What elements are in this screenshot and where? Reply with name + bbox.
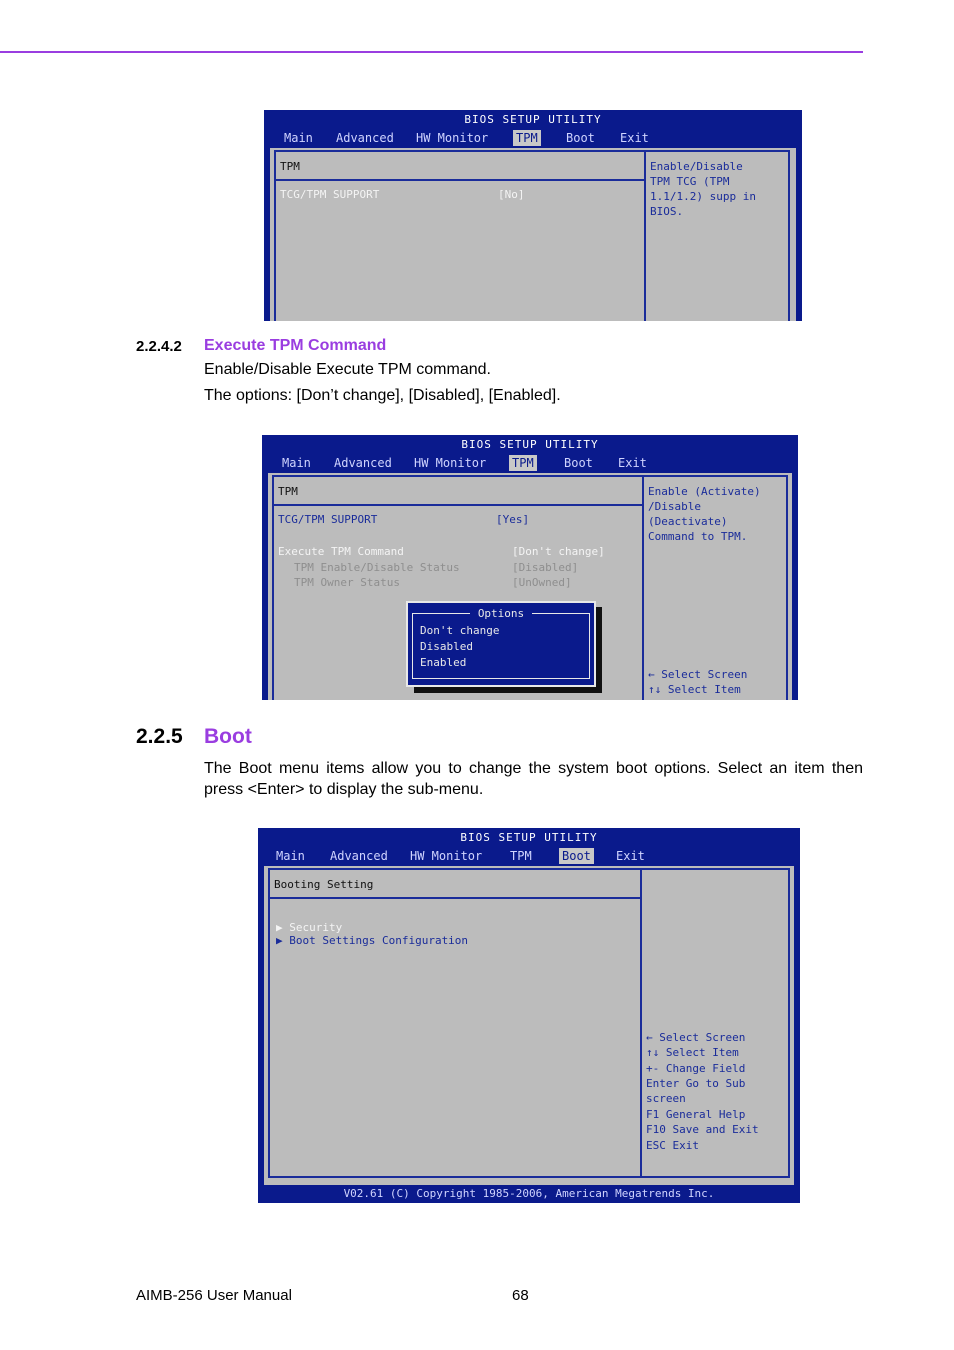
key-hint: +- Change Field — [646, 1062, 746, 1075]
option-enabled[interactable]: Enabled — [420, 656, 467, 669]
setting-tpm-owner-status-value: [UnOwned] — [512, 576, 572, 589]
help-panel — [642, 475, 788, 700]
bios-header — [264, 110, 802, 148]
options-popup-title: Options — [470, 607, 532, 620]
key-hint: Enter Go to Sub — [646, 1077, 746, 1090]
menu-item-security[interactable]: ▶ Security — [276, 921, 343, 934]
header-rule — [0, 51, 863, 53]
help-line: 1.1/1.2) supp in — [650, 190, 756, 203]
bios-header — [262, 435, 798, 473]
footer-page-number: 68 — [512, 1287, 529, 1304]
body-text: Enable/Disable Execute TPM command. — [204, 361, 491, 378]
tab-tpm[interactable]: TPM — [509, 455, 537, 471]
help-panel — [644, 150, 790, 321]
help-line: Command to TPM. — [648, 530, 748, 543]
help-line: BIOS. — [650, 205, 684, 218]
help-line: Enable/Disable — [650, 160, 743, 173]
footer-manual-title: AIMB-256 User Manual — [136, 1287, 292, 1304]
tab-advanced[interactable]: Advanced — [330, 849, 388, 863]
help-line: TPM TCG (TPM — [650, 175, 730, 188]
body-text: The options: [Don’t change], [Disabled], [Enabled]. — [204, 387, 561, 404]
key-hint: screen — [646, 1092, 686, 1105]
bios-title: BIOS SETUP UTILITY — [460, 831, 598, 844]
setting-execute-tpm-command-value[interactable]: [Don't change] — [512, 545, 605, 558]
key-hint: ← Select Screen — [648, 668, 748, 681]
setting-tpm-enable-status: TPM Enable/Disable Status — [294, 561, 460, 574]
setting-tpm-owner-status: TPM Owner Status — [294, 576, 400, 589]
setting-tpm-enable-status-value: [Disabled] — [512, 561, 579, 574]
key-hint: ↑↓ Select Item — [646, 1046, 739, 1059]
tab-boot[interactable]: Boot — [566, 131, 595, 145]
key-hint: F10 Save and Exit — [646, 1123, 759, 1136]
bios-header — [258, 828, 800, 866]
bios-title: BIOS SETUP UTILITY — [464, 113, 602, 126]
section-title: TPM — [280, 160, 300, 173]
tab-hw-monitor[interactable]: HW Monitor — [416, 131, 489, 145]
tab-exit[interactable]: Exit — [618, 456, 647, 470]
tab-hw-monitor[interactable]: HW Monitor — [414, 456, 487, 470]
setting-tcg-tpm-support-value[interactable]: [No] — [498, 188, 525, 201]
tab-advanced[interactable]: Advanced — [334, 456, 392, 470]
menu-item-boot-settings-configuration[interactable]: ▶ Boot Settings Configuration — [276, 934, 469, 947]
option-dont-change[interactable]: Don't change — [420, 624, 500, 637]
help-line: /Disable — [648, 500, 701, 513]
bios-screenshot-tpm-2 — [262, 435, 798, 700]
key-hint: ESC Exit — [646, 1139, 699, 1152]
bios-title: BIOS SETUP UTILITY — [461, 438, 599, 451]
tab-advanced[interactable]: Advanced — [336, 131, 394, 145]
option-disabled[interactable]: Disabled — [420, 640, 473, 653]
setting-tcg-tpm-support[interactable]: TCG/TPM SUPPORT — [280, 188, 380, 201]
section-title-execute-tpm-command: Execute TPM Command — [204, 337, 387, 354]
tab-boot[interactable]: Boot — [564, 456, 593, 470]
tab-main[interactable]: Main — [276, 849, 305, 863]
tab-exit[interactable]: Exit — [620, 131, 649, 145]
settings-panel — [274, 150, 648, 321]
tab-boot[interactable]: Boot — [559, 848, 594, 864]
section-title: TPM — [278, 485, 298, 498]
key-hint: ↑↓ Select Item — [648, 683, 741, 696]
section-number-2-2-4-2: 2.2.4.2 — [136, 338, 182, 355]
section-title-boot: Boot — [204, 725, 252, 748]
bios-screenshot-tpm-1 — [264, 110, 802, 321]
setting-tcg-tpm-support[interactable]: TCG/TPM SUPPORT — [278, 513, 378, 526]
tab-main[interactable]: Main — [284, 131, 313, 145]
help-line: (Deactivate) — [648, 515, 728, 528]
help-line: Enable (Activate) — [648, 485, 761, 498]
setting-tcg-tpm-support-value[interactable]: [Yes] — [496, 513, 530, 526]
bios-copyright-footer: V02.61 (C) Copyright 1985-2006, American Megatrends Inc. — [258, 1185, 800, 1203]
options-popup — [406, 601, 596, 687]
tab-hw-monitor[interactable]: HW Monitor — [410, 849, 483, 863]
setting-execute-tpm-command[interactable]: Execute TPM Command — [278, 545, 404, 558]
tab-main[interactable]: Main — [282, 456, 311, 470]
tab-tpm[interactable]: TPM — [513, 130, 541, 146]
help-panel — [640, 868, 790, 1178]
body-text: The Boot menu items allow you to change the system boot options. Select an item then press <Enter> to display the sub-menu. — [204, 760, 863, 798]
section-title: Booting Setting — [274, 878, 374, 891]
key-hint: F1 General Help — [646, 1108, 746, 1121]
settings-panel — [268, 868, 644, 1178]
section-number-2-2-5: 2.2.5 — [136, 725, 183, 748]
bios-screenshot-boot — [258, 828, 800, 1203]
key-hint: ← Select Screen — [646, 1031, 746, 1044]
tab-exit[interactable]: Exit — [616, 849, 645, 863]
tab-tpm[interactable]: TPM — [510, 849, 532, 863]
